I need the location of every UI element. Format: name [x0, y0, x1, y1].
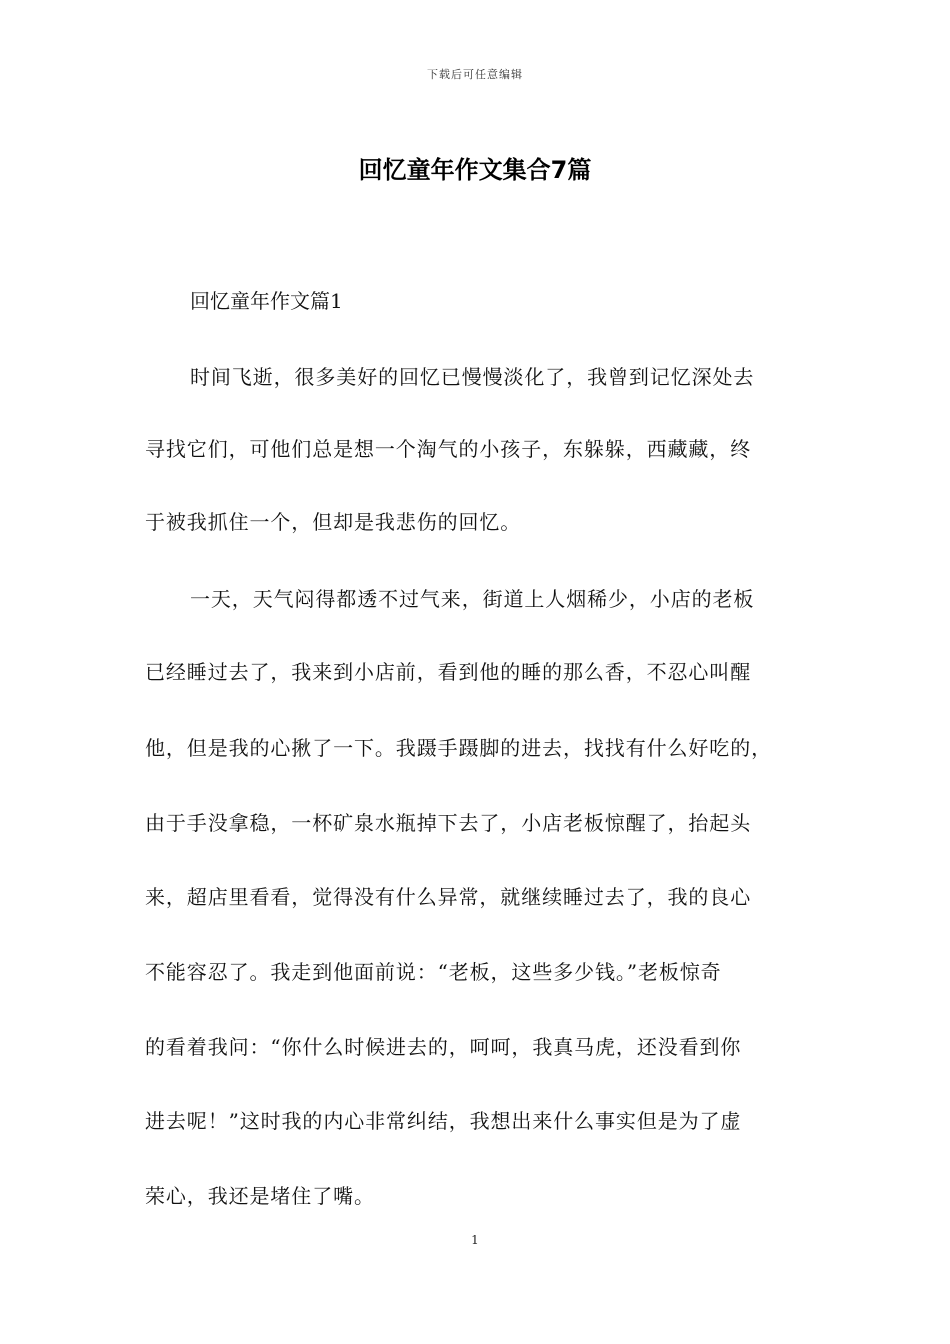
text-line: 一天，天气闷得都透不过气来，街道上人烟稀少，小店的老板	[190, 587, 755, 611]
text-line: 不能容忍了。我走到他面前说：“老板，这些多少钱。”老板惊奇	[145, 960, 722, 984]
text-line: 于被我抓住一个，但却是我悲伤的回忆。	[145, 510, 522, 534]
text-line: 由于手没拿稳，一杯矿泉水瓶掉下去了，小店老板惊醒了，抬起头	[145, 811, 752, 835]
section-heading: 回忆童年作文篇1	[190, 289, 343, 313]
text-line: 他，但是我的心揪了一下。我蹑手蹑脚的进去，找找有什么好吃的，	[145, 736, 772, 760]
text-line: 已经睡过去了，我来到小店前，看到他的睡的那么香，不忍心叫醒	[145, 660, 752, 684]
text-line: 的看着我问：“你什么时候进去的，呵呵，我真马虎，还没看到你	[145, 1035, 742, 1059]
text-line: 进去呢！”这时我的内心非常纠结，我想出来什么事实但是为了虚	[145, 1109, 742, 1133]
text-line: 来，超店里看看，觉得没有什么异常，就继续睡过去了，我的良心	[145, 885, 752, 909]
text-line: 寻找它们，可他们总是想一个淘气的小孩子，东躲躲，西藏藏，终	[145, 437, 752, 461]
page-number: 1	[471, 1233, 479, 1247]
document-title: 回忆童年作文集合7篇	[358, 156, 592, 184]
text-line: 荣心，我还是堵住了嘴。	[145, 1184, 375, 1208]
text-line: 时间飞逝，很多美好的回忆已慢慢淡化了，我曾到记忆深处去	[190, 365, 755, 389]
download-note: 下载后可任意编辑	[427, 68, 523, 81]
